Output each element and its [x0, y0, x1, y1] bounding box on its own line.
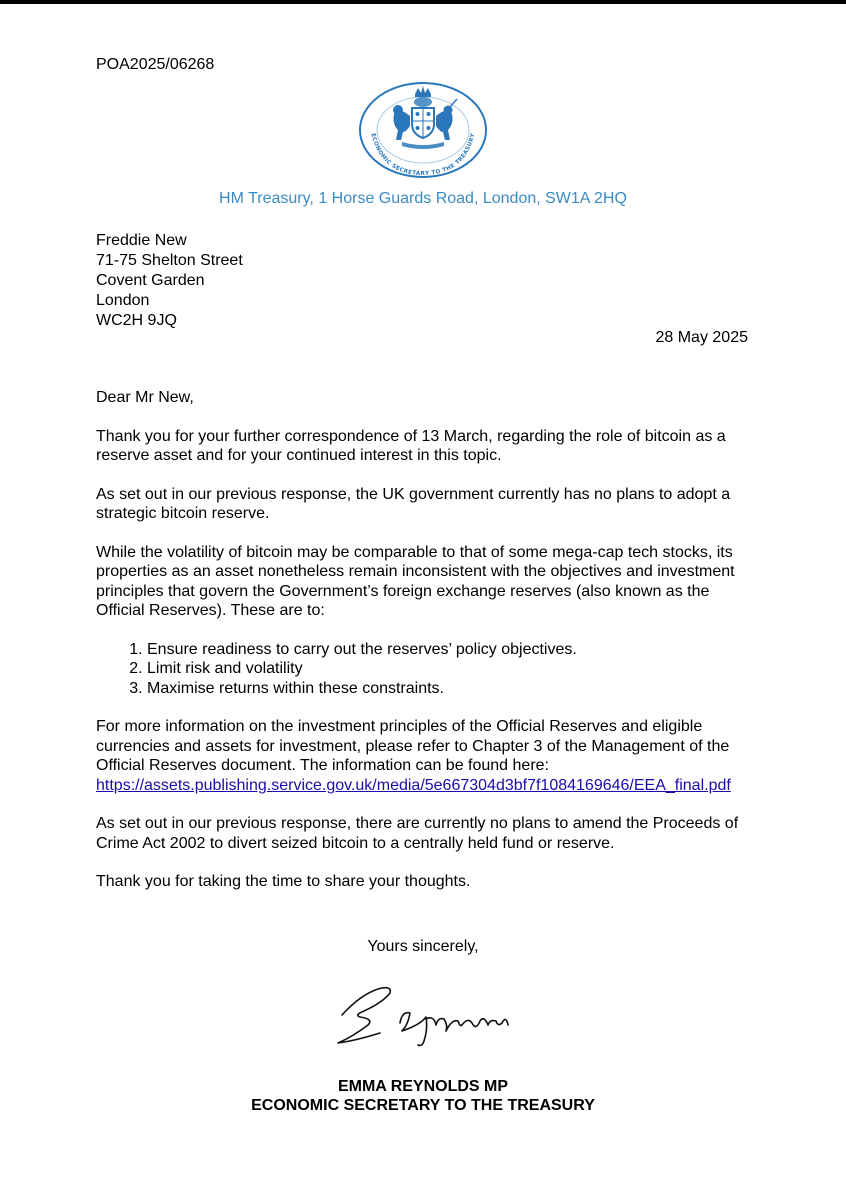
salutation: Dear Mr New,: [96, 389, 194, 406]
handwritten-signature: [330, 975, 530, 1055]
signatory-title: ECONOMIC SECRETARY TO THE TREASURY: [251, 1097, 595, 1114]
signatory-name: EMMA REYNOLDS MP: [337, 1078, 509, 1095]
list-item: 2. Limit risk and volatility: [147, 659, 756, 679]
closing-line: Yours sincerely,: [367, 938, 479, 955]
recipient-postcode: WC2H 9JQ: [96, 312, 177, 329]
signatory-block: [0, 1077, 846, 1115]
list-item: 3. Maximise returns within these constraints.: [147, 679, 756, 699]
recipient-city: London: [96, 292, 150, 309]
paragraph-6: Thank you for taking the time to share your thoughts.: [96, 873, 471, 890]
recipient-name: Freddie New: [96, 232, 187, 249]
paragraph-4-text: For more information on the investment principles of the Official Reserves and eligible currencies and assets for investment, please refer to Chapter 3 of the Management of the Official Reserves document. The information can be found here:: [96, 718, 730, 774]
paragraph-5: As set out in our previous response, there are currently no plans to amend the Proceeds of Crime Act 2002 to divert seized bitcoin to a centrally held fund or reserve.: [96, 815, 739, 852]
letter-date: 28 May 2025: [655, 329, 748, 346]
royal-crest-logo: [358, 80, 488, 180]
crest-motto: ECONOMIC SECRETARY TO THE TREASURY: [369, 132, 477, 178]
eea-document-link[interactable]: https://assets.publishing.service.gov.uk/media/5e667304d3bf7f1084169646/EEA_final.pdf: [96, 776, 731, 794]
letter-body: [96, 388, 756, 911]
objectives-list: [96, 640, 756, 699]
top-border: [0, 0, 846, 4]
paragraph-4: [96, 717, 756, 795]
list-item: 1. Ensure readiness to carry out the reserves’ policy objectives.: [147, 640, 756, 660]
paragraph-2: As set out in our previous response, the UK government currently has no plans to adopt a strategic bitcoin reserve.: [96, 485, 731, 522]
recipient-address: [96, 231, 243, 331]
paragraph-3: While the volatility of bitcoin may be comparable to that of some mega-cap tech stocks, its properties as an asset nonetheless remain inconsistent with the objectives and investment principles that govern the Government’s foreign exchange reserves (also known as the Official Reserves). These are to:: [96, 543, 735, 619]
recipient-street: 71-75 Shelton Street: [96, 252, 243, 269]
sender-address: HM Treasury, 1 Horse Guards Road, London, SW1A 2HQ: [219, 190, 627, 207]
recipient-area: Covent Garden: [96, 272, 205, 289]
paragraph-1: Thank you for your further correspondence of 13 March, regarding the role of bitcoin as a reserve asset and for your continued interest in this topic.: [96, 427, 726, 464]
reference-number: POA2025/06268: [96, 56, 215, 73]
